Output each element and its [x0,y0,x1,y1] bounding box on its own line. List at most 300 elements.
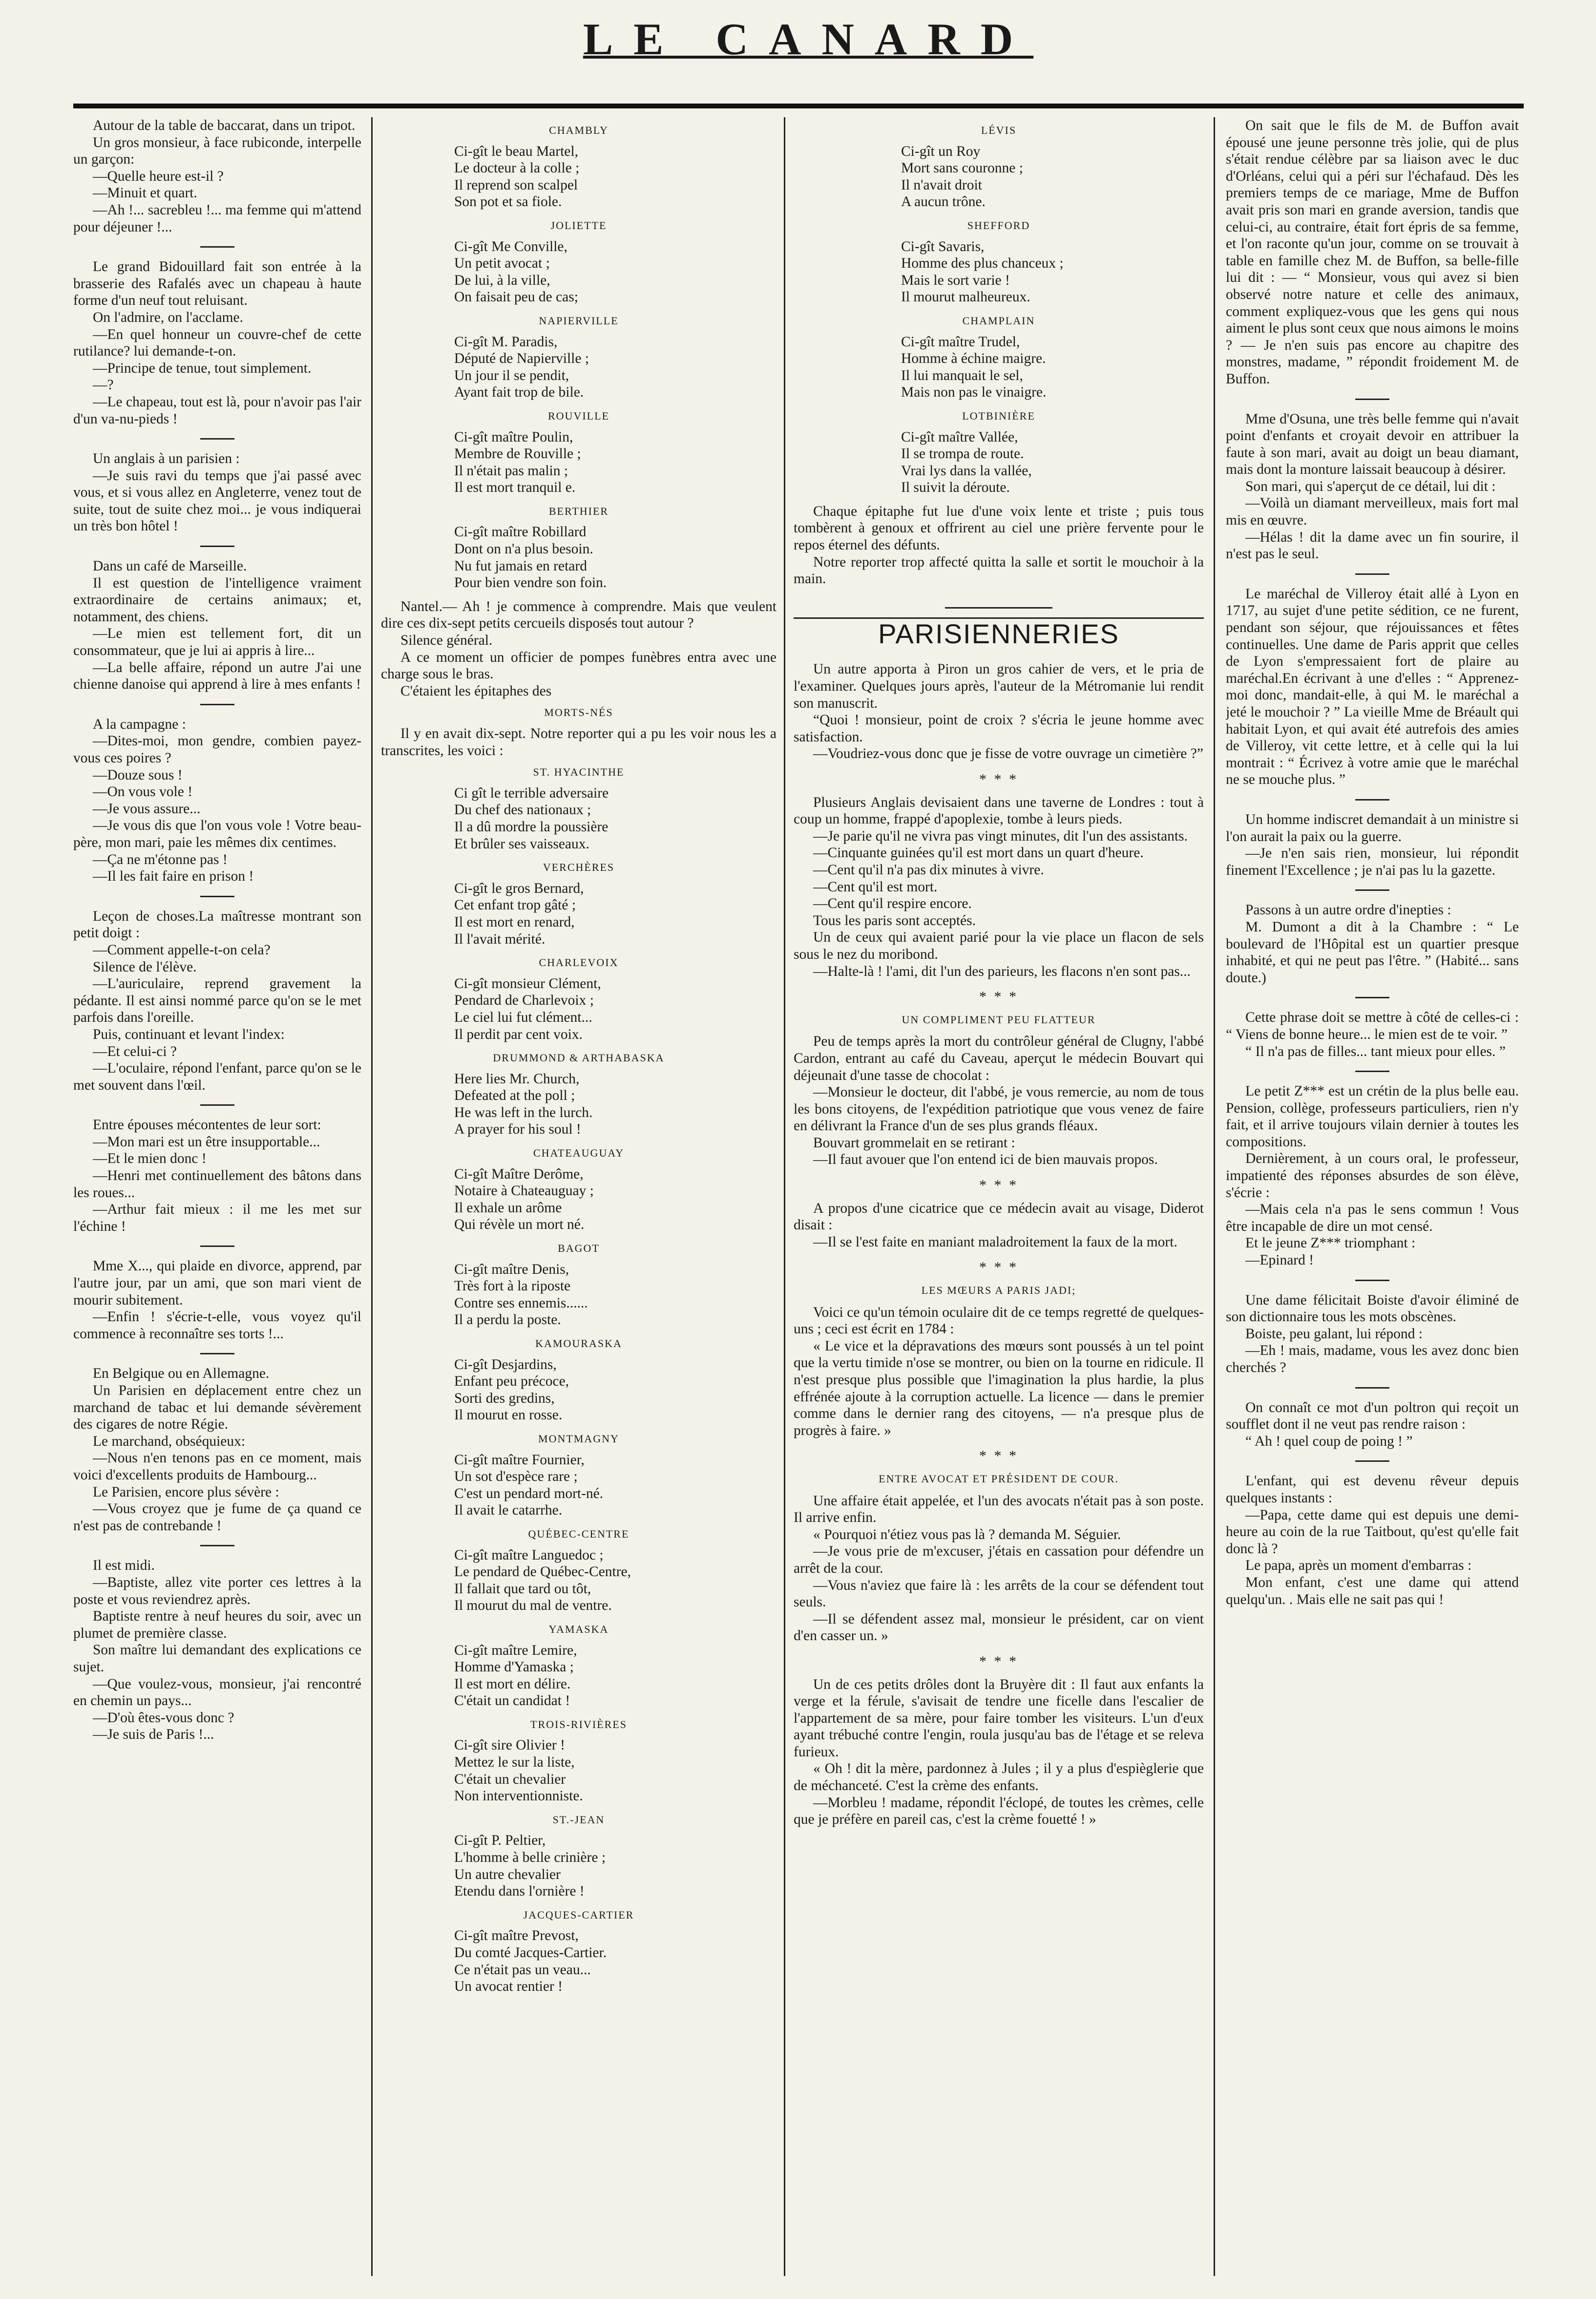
paragraph: —Je suis de Paris !... [93,1727,214,1743]
story-item [73,450,361,535]
verse-line: Qui révèle un mort né. [454,1217,585,1233]
verse-line: Un avocat rentier ! [454,1979,563,1995]
verse-line: Mort sans couronne ; [901,160,1023,176]
paragraph: Leçon de choses.La maîtresse montrant son petit doigt : [73,908,361,941]
verse-line: Ci-gît maître Denis, [454,1261,569,1277]
separator-rule [200,896,234,897]
separator-rule [1355,889,1389,891]
paragraph: Le papa, après un moment d'embarras : [1245,1558,1472,1574]
paragraph: A ce moment un officier de pompes funèbres entra avec une charge sous le bras. [381,649,777,682]
verse-line: Pendard de Charlevoix ; [454,992,594,1009]
paragraph: —D'où êtes-vous donc ? [93,1709,234,1726]
story-item [1226,1399,1519,1450]
story-item [794,661,1204,762]
epitaph-list-b [381,764,777,1995]
verse-line: Mettez le sur la liste, [454,1754,575,1771]
story-item [1226,586,1519,788]
masthead-rule [73,104,1524,108]
paragraph: Autour de la table de baccarat, dans un tripot. [93,118,356,133]
verse-line: Il suivit la déroute. [901,480,1010,496]
verse-line: Nu fut jamais en retard [454,558,587,574]
paragraph: Un de ces petits drôles dont la Bruyère dit : Il faut aux enfants la verge et la férule, s'avisait de tendre une ficelle dans l'escalier de l'appartement de sa mère, pour faire tomber les visiteurs. L'un d'eux ayant trébuché contre l'engin, roula jusqu'au bas de l'étage et se releva furieux. [794,1676,1204,1760]
verse-line: Il perdit par cent voix. [454,1026,583,1042]
paragraph: Il est midi. [93,1558,155,1574]
paragraph: —? [93,377,114,393]
epitaph-place: SHEFFORD [967,219,1030,232]
story-item [1226,1292,1519,1376]
paragraph: —On vous vole ! [93,784,193,800]
paragraph: —Le mien est tellement fort, dit un consommateur, que je lui ai appris à lire... [73,626,361,659]
verse-line: Très fort à la riposte [454,1278,571,1294]
separator-rule [200,1104,234,1106]
verse-line: Ci-gît maître Robillard [454,524,587,540]
paragraph: —Enfin ! s'écrie-t-elle, vous voyez qu'il commence à reconnaître ses torts !... [73,1309,361,1342]
verse-line: Son pot et sa fiole. [454,194,562,210]
verse-line: Cet enfant trop gâté ; [454,897,576,913]
verse-line: Il est mort en renard, [454,914,575,930]
narrative [381,598,777,700]
story-item [1226,411,1519,563]
paragraph: —Comment appelle-t-on cela? [93,942,271,958]
paragraph: Chaque épitaphe fut lue d'une voix lente et triste ; puis tous tombèrent à genoux et offrirent au ciel une prière fervente pour le repos éternel des défunts. [794,503,1204,553]
epitaph-verse [381,1642,777,1709]
paragraph: Plusieurs Anglais devisaient dans une taverne de Londres : tout à coup un homme, frappé d'apoplexie, tombe à leurs pieds. [794,794,1204,827]
paragraph: M. Dumont a dit à la Chambre : “ Le boulevard de l'Hôpital est un quartier presque inhabité, et qui ne peut pas l'être. ” (Habité... sans doute.) [1226,919,1519,986]
separator-rule [200,1353,234,1354]
paragraph: —Il les fait faire en prison ! [93,868,254,885]
asterism: * * * [979,1653,1018,1669]
paragraph: Mme X..., qui plaide en divorce, apprend, par l'autre jour, par un ami, que son mari vient de mourir subitement. [73,1258,361,1308]
epitaph-place: CHATEAUGUAY [533,1147,625,1160]
epitaph-verse [381,785,777,852]
separator-rule [200,704,234,705]
epitaph-verse [794,429,1204,496]
epitaph-place: VERCHÈRES [543,861,615,874]
epitaph-verse [381,238,777,306]
paragraph: —Eh ! mais, madame, vous les avez donc bien cherchés ? [1226,1343,1519,1375]
epitaph-verse [794,143,1204,211]
separator-rule [200,438,234,440]
paragraph: —Quelle heure est-il ? [93,168,224,184]
paragraph: C'étaient les épitaphes des [400,683,552,699]
verse-line: Ayant fait trop de bile. [454,384,584,401]
verse-line: Membre de Rouville ; [454,446,581,462]
paragraph: —La belle affaire, répond un autre J'ai une chienne danoise qui apprend à lire à mes enfants ! [73,659,361,693]
verse-line: Il lui manquait le sel, [901,367,1023,383]
verse-line: Ce n'était pas un veau... [454,1962,591,1978]
separator-rule [1355,1071,1389,1072]
verse-line: Il est mort en délire. [454,1676,571,1692]
epitaph-place: QUÉBEC-CENTRE [528,1527,630,1540]
verse-line: Ci-gît le gros Bernard, [454,880,584,896]
epitaph-place: JACQUES-CARTIER [523,1908,634,1921]
epitaph-verse [381,429,777,496]
paragraph: Une dame félicitait Boiste d'avoir éliminé de son dictionnaire tous les mots obscènes. [1226,1292,1519,1325]
verse-line: Il exhale un arôme [454,1200,562,1216]
verse-line: Il reprend son scalpel [454,177,578,193]
paragraph: « Le vice et la dépravations des mœurs sont poussés à un tel point que la vertu timide n'ose se montrer, ou bien on la tourne en ridicule. Il n'est presque plus possible que l'imagination la plus hardie, la plus effrénée ajoute à la corruption actuelle. La licence — dans le premier comme dans le dernier rang des citoyens, — n'a presque plus de progrès à faire. » [794,1338,1204,1438]
verse-line: Mais le sort varie ! [901,272,1010,288]
verse-line: Ci-gît maître Languedoc ; [454,1547,604,1563]
verse-line: Sorti des gredins, [454,1390,555,1406]
verse-line: Du comté Jacques-Cartier. [454,1945,607,1961]
closing-text [794,503,1204,588]
separator-rule [1355,799,1389,801]
column-divider [1214,117,1215,2276]
verse-line: Il a perdu la poste. [454,1312,561,1328]
asterism: * * * [979,1448,1018,1464]
paragraph: “ Il n'a pas de filles... tant mieux pour elles. ” [1245,1043,1506,1059]
story-item [73,258,361,427]
epitaph-place: MONTMAGNY [538,1432,619,1445]
paragraph: —Que voulez-vous, monsieur, j'ai rencontré en chemin un pays... [73,1676,361,1709]
verse-line: Il fallait que tard ou tôt, [454,1581,591,1597]
verse-line: L'homme à belle crinière ; [454,1850,606,1866]
paragraph: A propos d'une cicatrice que ce médecin avait au visage, Diderot disait : [794,1200,1204,1233]
paragraph: —Et celui-ci ? [93,1043,177,1059]
paragraph: Le petit Z*** est un crétin de la plus belle eau. Pension, collège, professeurs particuliers, rien n'y fait, et il arrive toujours vilain dernier à toutes les compositions. [1226,1083,1519,1150]
verse-line: Ci-gît Maître Derôme, [454,1166,584,1182]
paragraph: Cette phrase doit se mettre à côté de celles-ci : “ Viens de bonne heure... le mien est de te voir. ” [1226,1010,1519,1042]
paragraph: —Je vous assure... [93,801,201,817]
paragraph: On l'admire, on l'acclame. [93,309,243,325]
story-item [1226,902,1519,986]
epitaph-place: JOLIETTE [550,219,607,232]
verse-line: Ci-gît le beau Martel, [454,143,578,159]
separator-rule [200,1545,234,1546]
story-item [73,1117,361,1235]
verse-line: Homme d'Yamaska ; [454,1659,574,1675]
epitaph-verse [381,1071,777,1138]
story-item [794,1676,1204,1828]
verse-line: Ci-gît maître Trudel, [901,334,1020,350]
verse-line: Defeated at the poll ; [454,1088,575,1104]
epitaph-place: CHARLEVOIX [539,956,619,969]
column-4 [1226,117,1519,2276]
story-item [1226,811,1519,879]
paragraph: —Mais cela n'a pas le sens commun ! Vous être incapable de dire un mot censé. [1226,1202,1519,1234]
paragraph: —Minuit et quart. [93,185,197,201]
verse-line: Ci-gît sire Olivier ! [454,1737,565,1753]
morts-nes-heading: MORTS-NÉS [544,706,613,719]
verse-line: Il mourut en rosse. [454,1407,563,1423]
epitaph-verse [381,1452,777,1519]
separator-rule [1355,1460,1389,1462]
verse-line: Vrai lys dans la vallée, [901,463,1032,479]
separator-rule [1355,997,1389,998]
verse-line: Un autre chevalier [454,1866,561,1882]
verse-line: Ci-gît maître Prevost, [454,1928,579,1944]
verse-line: Le docteur à la colle ; [454,160,580,176]
paragraph: Nantel.— Ah ! je commence à comprendre. Mais que veulent dire ces dix-sept petits cercueils disposés tout autour ? [381,598,777,632]
verse-line: Non interventionniste. [454,1788,583,1804]
paragraph: On sait que le fils de M. de Buffon avait épousé une jeune personne très jolie, qui de plus s'était rendue célèbre par sa liaison avec le duc d'Orléans, celui qui a péri sur l'échafaud. Dès les premiers temps de ce mariage, Mme de Buffon avait pris son mari en grande aversion, tandis que celui-ci, au contraire, était fort épris de sa femme, et l'on raconte qu'un jour, comme on se trouvait à table en famille chez M. de Buffon, sa belle-fille lui dit : — “ Monsieur, vous qui avez si bien observé notre nature et celle des animaux, comment expliquez-vous que les gens qui nous aiment le plus sont ceux que nous aimons le moins ? — Je n'en suis pas encore au chapitre des monstres, madame, ” répondit froidement M. de Buffon. [1226,118,1519,387]
epitaph-place: DRUMMOND & ARTHABASKA [493,1052,665,1064]
paragraph: —Cent qu'il n'a pas dix minutes à vivre. [813,862,1044,878]
epitaph-verse [381,1356,777,1424]
paragraph: Tous les paris sont acceptés. [813,912,976,928]
verse-line: De lui, à la ville, [454,272,550,288]
paragraph: —Il se défendent assez mal, monsieur le président, car on vient d'en casser un. » [794,1611,1204,1644]
verse-line: Homme des plus chanceux ; [901,255,1064,272]
paragraph: Le Parisien, encore plus sévère : [93,1484,279,1500]
paragraph: Mme d'Osuna, une très belle femme qui n'avait point d'enfants et croyait devoir en attribuer la faute à son mari, avait au doigt un beau diamant, mais dont la monture laissait beaucoup à désirer. [1226,411,1519,478]
verse-line: Il mourut malheureux. [901,289,1030,305]
verse-line: Homme à échine maigre. [901,351,1046,367]
verse-line: Et brûler ses vaisseaux. [454,836,589,852]
verse-line: Il mourut du mal de ventre. [454,1598,612,1614]
story-item [73,1258,361,1342]
column-1 [73,117,361,2276]
paragraph: Un anglais à un parisien : [93,451,240,467]
verse-line: Ci-gît monsieur Clément, [454,975,601,991]
paragraph: —Le chapeau, tout est là, pour n'avoir pas l'air d'un va-nu-pieds ! [73,394,361,427]
narrative-2: Il y en avait dix-sept. Notre reporter qui a pu les voir nous les a transcrites, les voici : [381,726,777,759]
verse-line: Un jour il se pendit, [454,367,569,383]
paragraph: Notre reporter trop affecté quitta la salle et sortit le mouchoir à la main. [794,554,1204,587]
verse-line: C'est un pendard mort-né. [454,1485,604,1501]
parisienneries-stories [794,661,1204,1828]
verse-line: Notaire à Chateauguay ; [454,1183,594,1199]
paragraph: —Douze sous ! [93,767,183,783]
paragraph: Un autre apporta à Piron un gros cahier de vers, et le pria de l'examiner. Quelques jours après, l'auteur de la Métromanie lui rendit son manuscrit. [794,661,1204,711]
verse-line: He was left in the lurch. [454,1104,593,1120]
verse-line: Un petit avocat ; [454,255,550,272]
verse-line: Dont on n'a plus besoin. [454,541,593,557]
paragraph: —Vous n'aviez que faire là : les arrêts de la cour se défendent tout seuls. [794,1577,1204,1610]
paragraph: —L'oculaire, répond l'enfant, parce qu'on se le met souvent dans l'œil. [73,1060,361,1093]
story-item [73,908,361,1094]
paragraph: Bouvart grommelait en se retirant : [813,1135,1015,1151]
paragraph: Un de ceux qui avaient parié pour la vie place un flacon de sels sous le nez du moribond. [794,929,1204,962]
epitaph-verse [381,1261,777,1329]
epitaph-place: BAGOT [558,1242,600,1255]
epitaph-verse [381,880,777,948]
verse-line: Enfant peu précoce, [454,1373,569,1390]
paragraph: —Arthur fait mieux : il me les met sur l'échine ! [73,1202,361,1234]
verse-line: On faisait peu de cas; [454,289,578,305]
epitaph-verse [381,1832,777,1899]
paragraph: —Voilà un diamant merveilleux, mais fort mal mis en œuvre. [1226,495,1519,528]
paragraph: —Nous n'en tenons pas en ce moment, mais voici d'excellents produits de Hambourg... [73,1450,361,1483]
epitaph-list-c [794,122,1204,496]
paragraph: Peu de temps après la mort du contrôleur général de Clugny, l'abbé Cardon, entrant au café du Caveau, aperçut le médecin Bouvart qui déjeunait d'une tasse de chocolat : [794,1033,1204,1083]
epitaph-verse [381,334,777,401]
verse-line: Ci-gît M. Paradis, [454,334,558,350]
epitaph-verse [381,143,777,211]
epitaph-verse [381,1547,777,1614]
verse-line: Le pendard de Québec-Centre, [454,1564,631,1580]
verse-line: Ci-gît Desjardins, [454,1356,557,1372]
paragraph: Le maréchal de Villeroy était allé à Lyon en 1717, au sujet d'une petite sédition, ce ne furent, pendant son séjour, que réjouissances et fêtes continuelles. Une dame de Paris apprit que celles de Lyon s'empressaient fort de plaire au maréchal.En écrivant à une d'elles : “ Apprenez-moi donc, mandait-elle, à qui M. le maréchal a jeté le mouchoir ? ” La vieille Mme de Bréault qui habitait Lyon, et qui avait été autrefois des amies de Villeroy, vit cette lettre, et à celle qui la lui montrait : “ Écrivez à votre amie que le maréchal ne se mouche plus. ” [1226,586,1519,788]
paragraph: Mon enfant, c'est une dame qui attend quelqu'un. . Mais elle ne sait pas qui ! [1226,1574,1519,1607]
paragraph: —Halte-là ! l'ami, dit l'un des parieurs, les flacons n'en sont pas... [813,963,1191,979]
epitaph-place: KAMOURASKA [535,1337,622,1350]
paragraph: —L'auriculaire, reprend gravement la pédante. Il est ainsi nommé parce qu'on se le met parfois dans l'oreille. [73,976,361,1026]
separator-rule [200,546,234,547]
verse-line: Contre ses ennemis...... [454,1295,588,1311]
story-item [794,1012,1204,1168]
verse-line: A aucun trône. [901,194,986,210]
paragraph: “ Ah ! quel coup de poing ! ” [1245,1433,1413,1449]
epitaph-verse [381,1927,777,1995]
asterism: * * * [979,1177,1018,1194]
verse-line: Il n'était pas malin ; [454,463,568,479]
paragraph: Baptiste rentre à neuf heures du soir, avec un plumet de première classe. [73,1608,361,1641]
verse-line: Ci-gît un Roy [901,143,981,159]
verse-line: Il se trompa de route. [901,446,1024,462]
paragraph: —Cent qu'il est mort. [813,879,938,895]
story-item [1226,1473,1519,1608]
epitaph-place: ROUVILLE [548,409,609,422]
verse-line: Il a dû mordre la poussière [454,819,609,835]
epitaph-place: BERTHIER [548,505,609,517]
paragraph: Son maître lui demandant des explications ce sujet. [73,1642,361,1675]
paragraph: Silence général. [400,633,493,649]
epitaph-place: NAPIERVILLE [539,314,619,327]
epitaph-place: YAMASKA [548,1623,609,1635]
paragraph: “Quoi ! monsieur, point de croix ? s'écria le jeune homme avec satisfaction. [794,712,1204,745]
verse-line: Il l'avait mérité. [454,931,546,947]
paragraph: Entre épouses mécontentes de leur sort: [93,1117,321,1133]
story-item [794,1282,1204,1439]
asterism: * * * [979,1259,1018,1276]
story-item [73,716,361,885]
paragraph: —Epinard ! [1245,1252,1314,1268]
verse-line: Il est mort tranquil e. [454,480,576,496]
newspaper-title: LE CANARD [583,14,1034,64]
verse-line: A prayer for his soul ! [454,1121,581,1138]
verse-line: Ci-gît Me Conville, [454,238,567,254]
paragraph: —Je parie qu'il ne vivra pas vingt minutes, dit l'un des assistants. [813,828,1188,844]
verse-line: Pour bien vendre son foin. [454,575,607,591]
verse-line: Du chef des nationaux ; [454,802,591,818]
paragraph: —Vous croyez que je fume de ça quand ce n'est pas de contrebande ! [73,1501,361,1534]
paragraph: Et le jeune Z*** triomphant : [1245,1235,1416,1251]
paragraph: —Morbleu ! madame, répondit l'éclopé, de toutes les crèmes, celle que je préfère en pareil cas, c'est la crème fouetté ! » [794,1794,1204,1828]
paragraph: Un Parisien en déplacement entre chez un marchand de tabac et lui demande sévèrement des cigares de notre Régie. [73,1383,361,1433]
epitaph-place: CHAMBLY [549,124,609,136]
separator-rule [200,246,234,248]
verse-line: Il n'avait droit [901,177,982,193]
epitaph-verse [794,334,1204,401]
story-item [73,117,361,235]
paragraph: Dans un café de Marseille. [93,558,247,574]
column-2 [381,117,777,2276]
separator-rule [1355,399,1389,400]
verse-line: Il avait le catarrhe. [454,1502,563,1519]
verse-line: Ci-gît Savaris, [901,238,985,254]
paragraph: —Cent qu'il respire encore. [813,896,972,912]
verse-line: Ci-gît P. Peltier, [454,1833,546,1849]
paragraph: —Il faut avouer que l'on entend ici de bien mauvais propos. [813,1152,1158,1168]
story-heading: UN COMPLIMENT PEU FLATTEUR [902,1013,1096,1026]
column-3 [794,117,1204,2276]
paragraph: « Pourquoi n'étiez vous pas là ? demanda M. Séguier. [813,1526,1121,1542]
verse-line: Ci-gît maître Lemire, [454,1642,577,1658]
verse-line: Député de Napierville ; [454,351,589,367]
masthead [0,5,1596,98]
paragraph: —Monsieur le docteur, dit l'abbé, je vous remercie, au nom de tous les bons citoyens, de l'expédition patriotique que vous venez de faire en délivrant la France d'un de ses plus grands fléaux. [794,1084,1204,1134]
column-divider [784,117,785,2276]
verse-line: Ci-gît maître Vallée, [901,429,1018,445]
separator-rule [200,1245,234,1247]
paragraph: Silence de l'élève. [93,959,197,975]
paragraph: Voici ce qu'un témoin oculaire dit de ce temps regretté de quelques-uns ; ceci est écrit en 1784 : [794,1304,1204,1337]
paragraph: —Je vous prie de m'excuser, j'étais en cassation pour défendre un arrêt de la cour. [794,1543,1204,1576]
separator-rule [1355,573,1389,575]
paragraph: —Voudriez-vous donc que je fisse de votre ouvrage un cimetière ?” [813,746,1203,762]
paragraph: Il est question de l'intelligence vraiment extraordinaire de certains animaux; et, notamment, des chiens. [73,575,361,625]
epitaph-place: TROIS-RIVIÈRES [530,1718,627,1730]
paragraph: —Cinquante guinées qu'il est mort dans un quart d'heure. [813,845,1144,861]
paragraph: —Je n'en sais rien, monsieur, lui répondit finement l'Excellence ; je n'ai pas lu la gazette. [1226,845,1519,878]
epitaph-verse [381,1166,777,1233]
story-item [794,794,1204,980]
paragraph: —Baptiste, allez vite porter ces lettres à la poste et vous reviendrez après. [73,1574,361,1607]
separator-rule [1355,1387,1389,1389]
paragraph: En Belgique ou en Allemagne. [93,1366,270,1382]
verse-line: C'était un chevalier [454,1771,566,1787]
section-rule [945,607,1052,609]
paragraph: Passons à un autre ordre d'inepties : [1245,902,1451,918]
epitaph-verse [794,238,1204,306]
story-heading: LES MŒURS A PARIS JADI; [921,1284,1076,1297]
epitaph-verse [381,1737,777,1804]
story-item [794,1471,1204,1645]
epitaph-place: ST.-JEAN [552,1813,605,1826]
paragraph: —Papa, cette dame qui est depuis une demi-heure au coin de la rue Taitbout, qu'est qu'elle fait donc là ? [1226,1507,1519,1557]
paragraph: —Mon mari est un être insupportable... [93,1134,320,1150]
paragraph: —En quel honneur un couvre-chef de cette rutilance? lui demande-t-on. [73,326,361,359]
story-item [73,1365,361,1534]
verse-line: Mais non pas le vinaigre. [901,384,1047,401]
paragraph: A la campagne : [93,716,186,732]
verse-line: Ci gît le terrible adversaire [454,785,609,801]
paragraph: Un gros monsieur, à face rubiconde, interpelle un garçon: [73,134,361,168]
paragraph: —Et le mien donc ! [93,1151,207,1167]
epitaph-verse [381,524,777,591]
separator-rule [1355,1280,1389,1281]
paragraph: —Principe de tenue, tout simplement. [93,360,312,376]
epitaph-verse [381,975,777,1043]
paragraph: —Dites-moi, mon gendre, combien payez-vous ces poires ? [73,733,361,766]
epitaph-list-a [381,122,777,591]
story-item [73,558,361,693]
verse-line: Here lies Mr. Church, [454,1071,580,1087]
paragraph: Puis, continuant et levant l'index: [93,1026,285,1042]
paragraph: —Ah !... sacrebleu !... ma femme qui m'attend pour déjeuner !... [73,202,361,235]
verse-line: Ci-gît maître Poulin, [454,429,573,445]
epitaph-place: LÉVIS [981,124,1017,136]
column-divider [371,117,373,2276]
epitaph-place: LOTBINIÈRE [962,409,1035,422]
asterism: * * * [979,989,1018,1005]
story-item [794,1200,1204,1251]
epitaph-place: ST. HYACINTHE [533,766,625,779]
paragraph: « Oh ! dit la mère, pardonnez à Jules ; il y a plus d'espièglerie que de méchanceté. C'est la crème des enfants. [794,1761,1204,1794]
verse-line: Etendu dans l'ornière ! [454,1883,585,1899]
paragraph: Boiste, peu galant, lui répond : [1245,1326,1423,1342]
story-heading: ENTRE AVOCAT ET PRÉSIDENT DE COUR. [879,1472,1119,1485]
story-item [1226,1009,1519,1060]
story-item [73,1557,361,1743]
paragraph: Une affaire était appelée, et l'un des avocats n'était pas à son poste. Il arrive enfin. [794,1493,1204,1526]
paragraph: —Il se l'est faite en maniant maladroitement la faux de la mort. [813,1234,1177,1250]
verse-line: Le ciel lui fut clément... [454,1009,592,1025]
paragraph: Dernièrement, à un cours oral, le professeur, impatienté des réponses absurdes de son élève, s'écrie : [1226,1151,1519,1201]
paragraph: —Henri met continuellement des bâtons dans les roues... [73,1168,361,1201]
